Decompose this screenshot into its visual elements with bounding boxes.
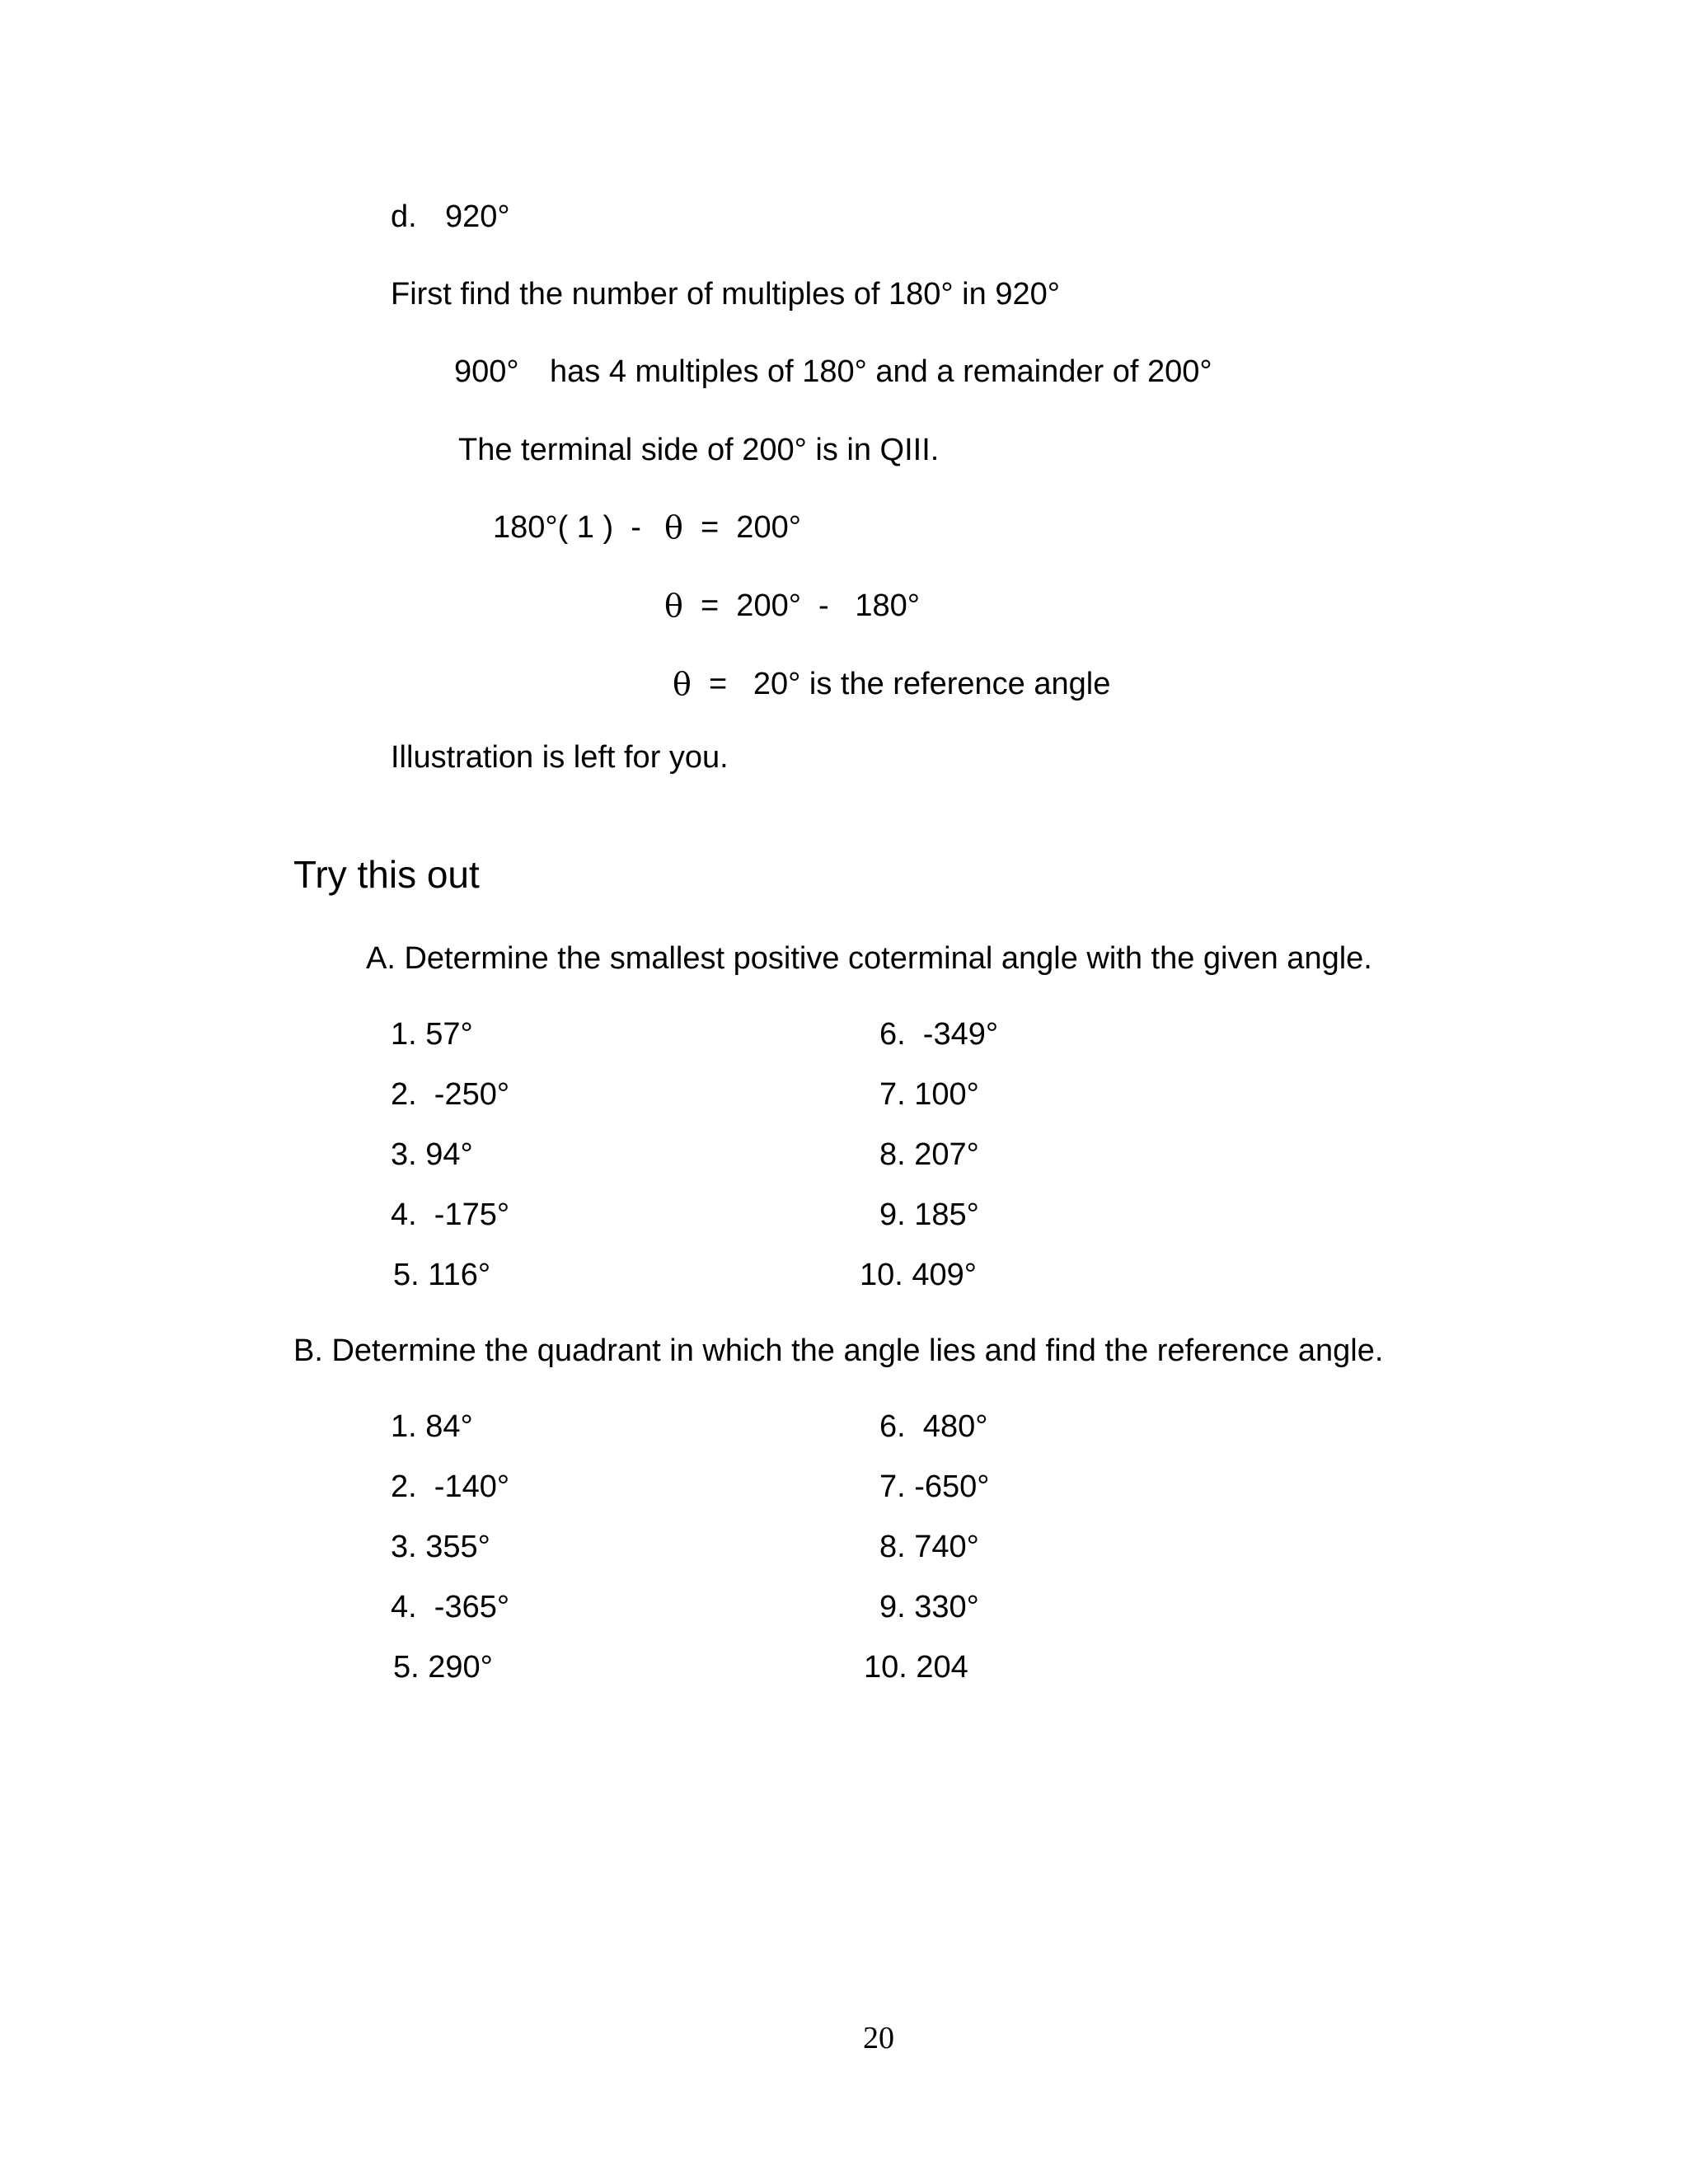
equation-1-lhs: 180°( 1 ) - — [493, 510, 641, 545]
equation-2-theta: θ — [664, 588, 683, 624]
equation-1-rhs: = 200° — [701, 510, 801, 545]
part-b-item: 8. 740° — [879, 1530, 979, 1564]
equation-3-rhs: = 20° is the reference angle — [709, 667, 1111, 701]
part-a-item: 8. 207° — [879, 1137, 979, 1172]
equation-2-rhs: = 200° - 180° — [701, 588, 920, 623]
part-b-item: 9. 330° — [879, 1590, 979, 1624]
example-angle: 920° — [445, 199, 510, 234]
section-title: Try this out — [293, 853, 480, 896]
part-a-item: 5. 116° — [393, 1258, 491, 1292]
part-b-item: 10. 204 — [864, 1650, 968, 1685]
part-a-item: 6. -349° — [879, 1017, 999, 1052]
part-a-item: 4. -175° — [391, 1197, 510, 1232]
part-a-item: 3. 94° — [391, 1137, 473, 1172]
part-b-item: 7. -650° — [879, 1469, 990, 1504]
part-a-item: 9. 185° — [879, 1197, 979, 1232]
part-a-item: 7. 100° — [879, 1077, 979, 1112]
example-part-label: d. — [391, 199, 417, 234]
part-b-item: 6. 480° — [879, 1409, 988, 1444]
part-a-item: 2. -250° — [391, 1077, 510, 1112]
equation-3-theta: θ — [673, 666, 692, 702]
part-b-item: 1. 84° — [391, 1409, 473, 1444]
equation-1-theta: θ — [664, 509, 683, 546]
part-b-item: 4. -365° — [391, 1590, 510, 1624]
part-b-item: 3. 355° — [391, 1530, 490, 1564]
example-step-2-text: has 4 multiples of 180° and a remainder of 200° — [550, 354, 1212, 389]
page-number: 20 — [863, 2021, 894, 2055]
part-a-item: 1. 57° — [391, 1017, 473, 1052]
part-b-instruction: B. Determine the quadrant in which the angle lies and find the reference angle. — [293, 1333, 1384, 1368]
example-step-3: The terminal side of 200° is in QIII. — [458, 433, 940, 467]
part-b-item: 2. -140° — [391, 1469, 510, 1504]
example-step-1: First find the number of multiples of 180° in 920° — [391, 277, 1060, 312]
part-a-item: 10. 409° — [860, 1258, 977, 1292]
example-step-2-value: 900° — [454, 354, 519, 389]
part-a-instruction: A. Determine the smallest positive coterminal angle with the given angle. — [366, 941, 1372, 976]
illustration-note: Illustration is left for you. — [391, 740, 729, 775]
part-b-item: 5. 290° — [393, 1650, 493, 1685]
